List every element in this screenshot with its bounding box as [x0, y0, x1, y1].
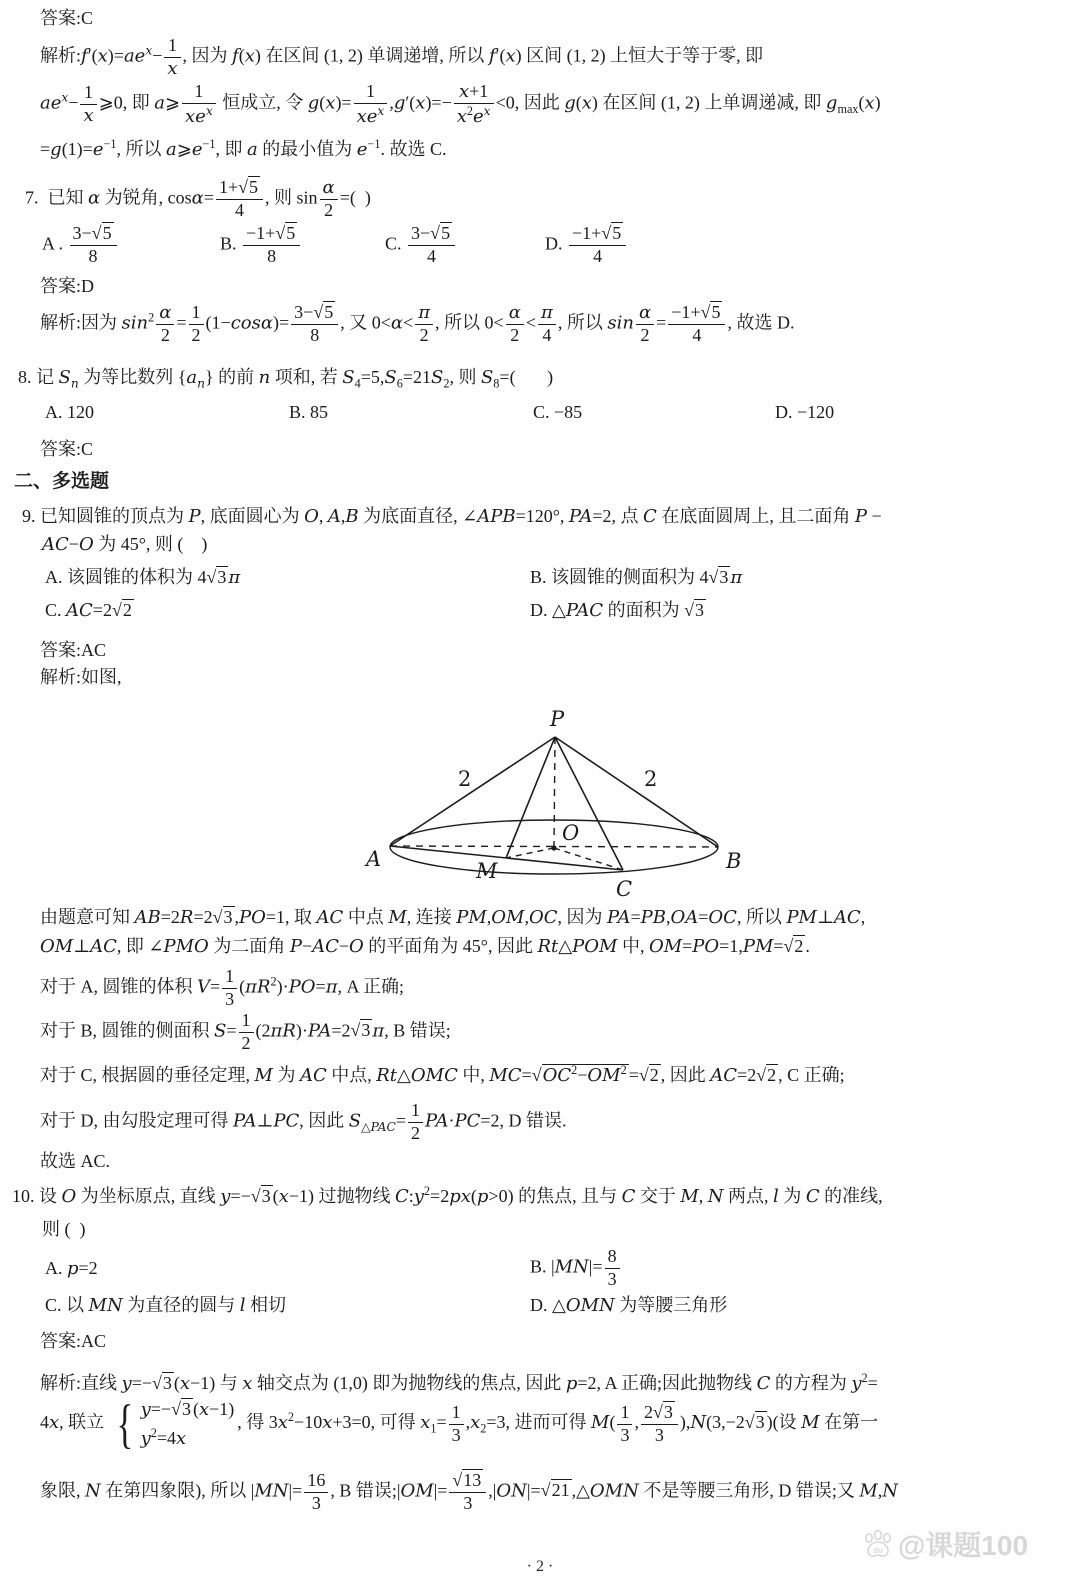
q7-analysis: 解析:因为 $\sin^2$ $\frac{\alpha}{2}$ = $\frac{1}{2}$ (1−cosα)= $\frac{3-√5}{8}$ , 又 0<α< $\frac{\pi}{2}$ , 所以 0< $\frac{\alpha}{2}$ < $\frac{\pi}{4}$ , 所以 sin $\frac{\alpha}{2}$ = $\frac{-1+√5}{4}$ , 故选 D. [40, 302, 795, 345]
q9-body-line1: 由题意可知 AB=2R=2√3 ,PO=1, 取 AC 中点 M, 连接 PM,OM,OC, 因为 PA=PB,OA=OC, 所以 PM⊥AC, [40, 907, 866, 928]
paw-du-text: du [873, 1546, 883, 1555]
section-multi-choice-header: 二、多选题 [14, 471, 110, 492]
q8-option-d: D. −120 [775, 402, 835, 422]
q9-option-a: A. 该圆锥的体积为 4√3 π [45, 567, 241, 588]
figure-edge-length-right: 2 [644, 767, 658, 791]
q6-analysis-line3: $=g(1)=e^{-1}$, 所以 $a⩾e^{-1}$, 即 a 的最小值为 $e^{-1}$. 故选 C. [40, 137, 447, 160]
q9-option-c: C. AC=2√2 [45, 600, 132, 621]
edge-pb [555, 737, 718, 847]
q10-analysis-line2: 4x, 联立 { y=−√3 (x−1) $y^2=4x$ , 得 $3x^2-10x+3=0$, 可得 $x_1=$ $\frac{1}{3}$ $,x_2=3$, 进而可得 M( $\frac{1}{3}$ , $\frac{2√3}{3}$ ),N(3,−2√3 )(设 M 在第一 [40, 1393, 879, 1454]
axis-po-dashed [554, 737, 555, 848]
q10-option-a: A. p=2 [45, 1258, 98, 1279]
q8-option-a: A. 120 [45, 402, 94, 422]
q9-stem-line1: 9. 已知圆锥的顶点为 P, 底面圆心为 O, A,B 为底面直径, ∠APB=120°, PA=2, 点 C 在底面圆周上, 且二面角 P − [22, 506, 882, 527]
page-number: · 2 · [526, 1558, 554, 1575]
figure-label-m: M [476, 859, 498, 883]
q7-option-a: A . $\frac{3-√5}{8}$ [42, 224, 119, 267]
q10-stem-line1: 10. 设 O 为坐标原点, 直线 y=−√3 (x−1) 过抛物线 $C:y^2=2px(p>0)$ 的焦点, 且与 C 交于 M, N 两点, l 为 C 的准线, [12, 1184, 883, 1207]
q7-answer: 答案:D [40, 276, 94, 296]
figure-label-o: O [562, 821, 580, 845]
q8-option-c: C. −85 [533, 402, 583, 422]
paw-icon [862, 1530, 894, 1558]
q9-body-line3: 对于 A, 圆锥的体积 V= $\frac{1}{3}$ $(\pi R^2)\cdot PO=\pi$, A 正确; [40, 966, 405, 1009]
q7-option-d: D. $\frac{-1+√5}{4}$ [545, 224, 628, 267]
q9-body-line5: 对于 C, 根据圆的垂径定理, M 为 AC 中点, Rt△OMC 中, $MC=√OC^2-OM^2 =√2$ , 因此 AC=2√2 , C 正确; [40, 1063, 845, 1086]
center-o-dot [551, 845, 556, 850]
q6-answer: 答案:C [40, 8, 94, 28]
q9-option-d: D. △PAC 的面积为 √3 [530, 600, 704, 621]
q6-analysis-line2: $ae^x-$ $\frac{1}{x}$ ⩾0, 即 a⩾ 1 $xe^x$ 恒成立, 令 g(x)= 1 $xe^x$ ,g′(x)=− $\frac{x+1}{x^2e^x}$ <0, 因此 g(x) 在区间 (1, 2) 上单调递减, 即 $g_{max}(x)$ [40, 81, 881, 127]
q10-analysis-line3: 象限, N 在第四象限), 所以 |MN|= $\frac{16}{3}$ , B 错误;|OM|= $\frac{√13}{3}$ ,|ON|=√21 ,△OMN 不是等腰三角形, D 错误;又 M,N [40, 1470, 899, 1513]
q9-option-b: B. 该圆锥的侧面积为 4√3 π [530, 567, 743, 588]
q9-body-line6: 对于 D, 由勾股定理可得 PA⊥PC, 因此 $S_{\triangle PAC}=$ $\frac{1}{2}$ PA·PC=2, D 错误. [40, 1100, 567, 1143]
q7-stem: 7. 已知 α 为锐角, cosα= $\frac{1+√5}{4}$ , 则 sin $\frac{\alpha}{2}$ =( ) [25, 177, 371, 220]
q8-option-b: B. 85 [289, 402, 329, 422]
figure-label-b: B [726, 849, 742, 873]
q10-option-c: C. 以 MN 为直径的圆与 l 相切 [45, 1295, 286, 1316]
edge-pa [390, 737, 555, 846]
figure-label-a: A [366, 847, 382, 871]
q10-analysis-line1: 解析:直线 y=−√3 (x−1) 与 x 轴交点为 (1,0) 即为抛物线的焦点, 因此 p=2, A 正确;因此抛物线 C 的方程为 $y^2=$ [40, 1371, 878, 1394]
cone-figure [330, 700, 790, 900]
q8-answer: 答案:C [40, 439, 94, 459]
q7-option-c: C. $\frac{3-√5}{4}$ [385, 224, 457, 267]
segment-pm [506, 737, 555, 858]
q9-body-line2: OM⊥AC, 即 ∠PMO 为二面角 P−AC−O 的平面角为 45°, 因此 Rt△POM 中, OM=PO=1,PM=√2 . [40, 936, 810, 957]
segment-om-dashed [506, 848, 554, 858]
q8-stem: 8. 记 $S_n$ 为等比数列 $\{a_n\}$ 的前 n 项和, 若 $S_4=5,S_6=21S_2$, 则 $S_8=$( ) [18, 367, 554, 391]
q7-option-b: B. $\frac{-1+√5}{8}$ [220, 224, 302, 267]
q6-analysis-line1: 解析$:f'(x)=ae^x-$ $\frac{1}{x}$ , 因为 f(x) 在区间 (1, 2) 单调递增, 所以 f′(x) 区间 (1, 2) 上恒大于等于零, 即 [40, 35, 764, 79]
watermark-text: @课题100 [898, 1530, 1029, 1561]
q9-stem-line2: AC−O 为 45°, 则 ( ) [42, 534, 208, 555]
q10-answer: 答案:AC [40, 1331, 107, 1351]
q10-option-d: D. △OMN 为等腰三角形 [530, 1295, 728, 1316]
q9-body-line7: 故选 AC. [40, 1151, 111, 1171]
segment-pc [555, 737, 623, 870]
chord-ac [390, 846, 623, 870]
figure-label-c: C [616, 877, 633, 900]
figure-edge-length-left: 2 [458, 767, 472, 791]
q9-analysis-intro: 解析:如图, [40, 667, 122, 687]
q9-body-line4: 对于 B, 圆锥的侧面积 S= $\frac{1}{2}$ (2πR)·PA=2√3 π, B 错误; [40, 1010, 451, 1053]
q10-stem-line2: 则 ( ) [42, 1219, 86, 1239]
q10-option-b: B. |MN|= $\frac{8}{3}$ [530, 1247, 622, 1290]
figure-label-p: P [550, 707, 565, 731]
q9-answer: 答案:AC [40, 640, 107, 660]
